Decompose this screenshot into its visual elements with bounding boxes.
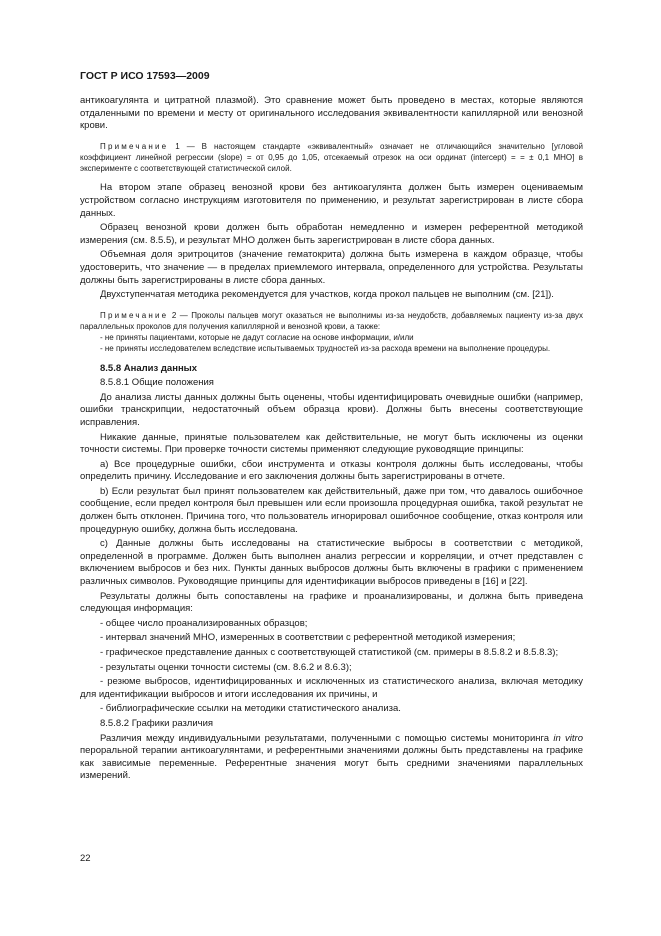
paragraph: На втором этапе образец венозной крови без антикоагулянта должен быть измерен оцениваемым устройством согласно инструкциям изготовителя по применению, и результат зарегистрирован в листе сбора данных. [80, 182, 583, 219]
note-text: 1 — В настоящем стандарте «эквивалентный» означает не отличающийся значительно [угловой коэффициент линейной регрессии (slope) = от 0,95 до 1,05, отсекаемый отрезок на оси ординат (intercept) = = ± 0,1 МНО] в эксперименте с соответствующей статистической силой. [80, 141, 583, 174]
paragraph [80, 733, 583, 783]
subsection-heading-8-5-8-1: 8.5.8.1 Общие положения [100, 377, 214, 389]
document-body [80, 95, 583, 785]
section-heading-8-5-8: 8.5.8 Анализ данных [100, 362, 198, 374]
note-label: Примечание [100, 141, 169, 151]
list-item: - графическое представление данных с соответствующей статистикой (см. примеры в 8.5.8.2 и 8.5.8.3); [100, 647, 559, 659]
note-label: Примечание [100, 310, 169, 320]
paragraph: Образец венозной крови должен быть обработан немедленно и измерен референтной методикой измерения (см. 8.5.5), и результат МНО должен быть зарегистрирован в листе сбора данных. [80, 222, 583, 246]
note-text: 2 — Проколы пальцев могут оказаться не выполнимы из-за неудобств, добавляемых пациенту из-за двух параллельных проколов для получения капиллярной и венозной крови, а также: [80, 310, 583, 331]
paragraph: Двухступенчатая методика рекомендуется для участков, когда прокол пальцев не выполним (см. [21]). [100, 289, 554, 301]
subsection-heading-8-5-8-2: 8.5.8.2 Графики различия [100, 717, 214, 729]
paragraph: Объемная доля эритроцитов (значение гематокрита) должна быть измерена в каждом образце, чтобы удостоверить, что значение — в пределах приемлемого интервала, определенного для устройства. Результаты должны быть зарегистрированы в листе сбора данных. [80, 249, 583, 286]
paragraph-text: пероральной терапии антикоагулянтами, и референтными значениями должны быть представлены на графике как зависимые переменные. Референтные значения могут быть средними значениями параллельных измерений. [80, 745, 583, 782]
paragraph-text: Различия между индивидуальными результатами, полученными с помощью системы мониторинга [100, 732, 554, 744]
list-item: - резюме выбросов, идентифицированных и исключенных из статистического анализа, включая методику для идентификации выбросов и итоги исследования их причины, и [80, 676, 583, 700]
list-item-b: b) Если результат был принят пользователем как действительный, даже при том, что давалось ошибочное сообщение, если предел контроля был превышен или если произошла процедурная ошибка, такой результат не должен быть отклонен. Причина того, что пользователь игнорировал ошибочное сообщение, отказ контроля или процедурную ошибку, должна быть исследована. [80, 485, 583, 535]
list-item-a: a) Все процедурные ошибки, сбои инструмента и отказы контроля должны быть исследованы, чтобы определить причину. Исследование и его заключения должны быть зарегистрированы в отчете. [80, 458, 583, 483]
list-item: - общее число проанализированных образцов; [100, 617, 308, 629]
paragraph: До анализа листы данных должны быть оценены, чтобы идентифицировать очевидные ошибки (например, ошибки транскрипции, недостаточный объем образца крови). Должны быть внесены соответствующие исправления. [80, 391, 583, 428]
list-item-c: c) Данные должны быть исследованы на статистические выбросы в соответствии с методикой, определенной в программе. Должен быть выполнен анализ регрессии и корреляции, и отчет представлен с включением выбросов и без них. Пункты данных выбросов должны быть включены в графики с применением различных символов. Руководящие принципы для идентификации выбросов приведены в [16] и [22]. [80, 538, 583, 588]
paragraph: Никакие данные, принятые пользователем как действительные, не могут быть исключены из оценки точности системы. При проверке точности системы применяют следующие руководящие принципы: [80, 431, 583, 456]
page-number: 22 [80, 853, 91, 864]
paragraph: Результаты должны быть сопоставлены на графике и проанализированы, и должна быть приведена следующая информация: [80, 590, 583, 615]
note-2 [80, 310, 583, 355]
note-list-item: - не приняты пациентами, которые не дадут согласие на основе информации, и/или [100, 333, 414, 343]
list-item: - библиографические ссылки на методики статистического анализа. [100, 703, 401, 715]
note-1 [80, 141, 583, 175]
paragraph: антикоагулянта и цитратной плазмой). Это сравнение может быть проведено в местах, которые являются отдаленными по времени и месту от оригинального исследования эквивалентности капиллярной или венозной крови. [80, 95, 583, 132]
note-list-item: - не приняты исследователем вследствие испытываемых трудностей из-за расхода времени на выполнение процедуры. [100, 344, 551, 354]
list-item: - результаты оценки точности системы (см. 8.6.2 и 8.6.3); [100, 661, 352, 673]
document-header: ГОСТ Р ИСО 17593—2009 [80, 70, 210, 82]
list-item: - интервал значений МНО, измеренных в соответствии с референтной методикой измерения; [100, 632, 516, 644]
italic-term: in vitro [553, 732, 583, 744]
